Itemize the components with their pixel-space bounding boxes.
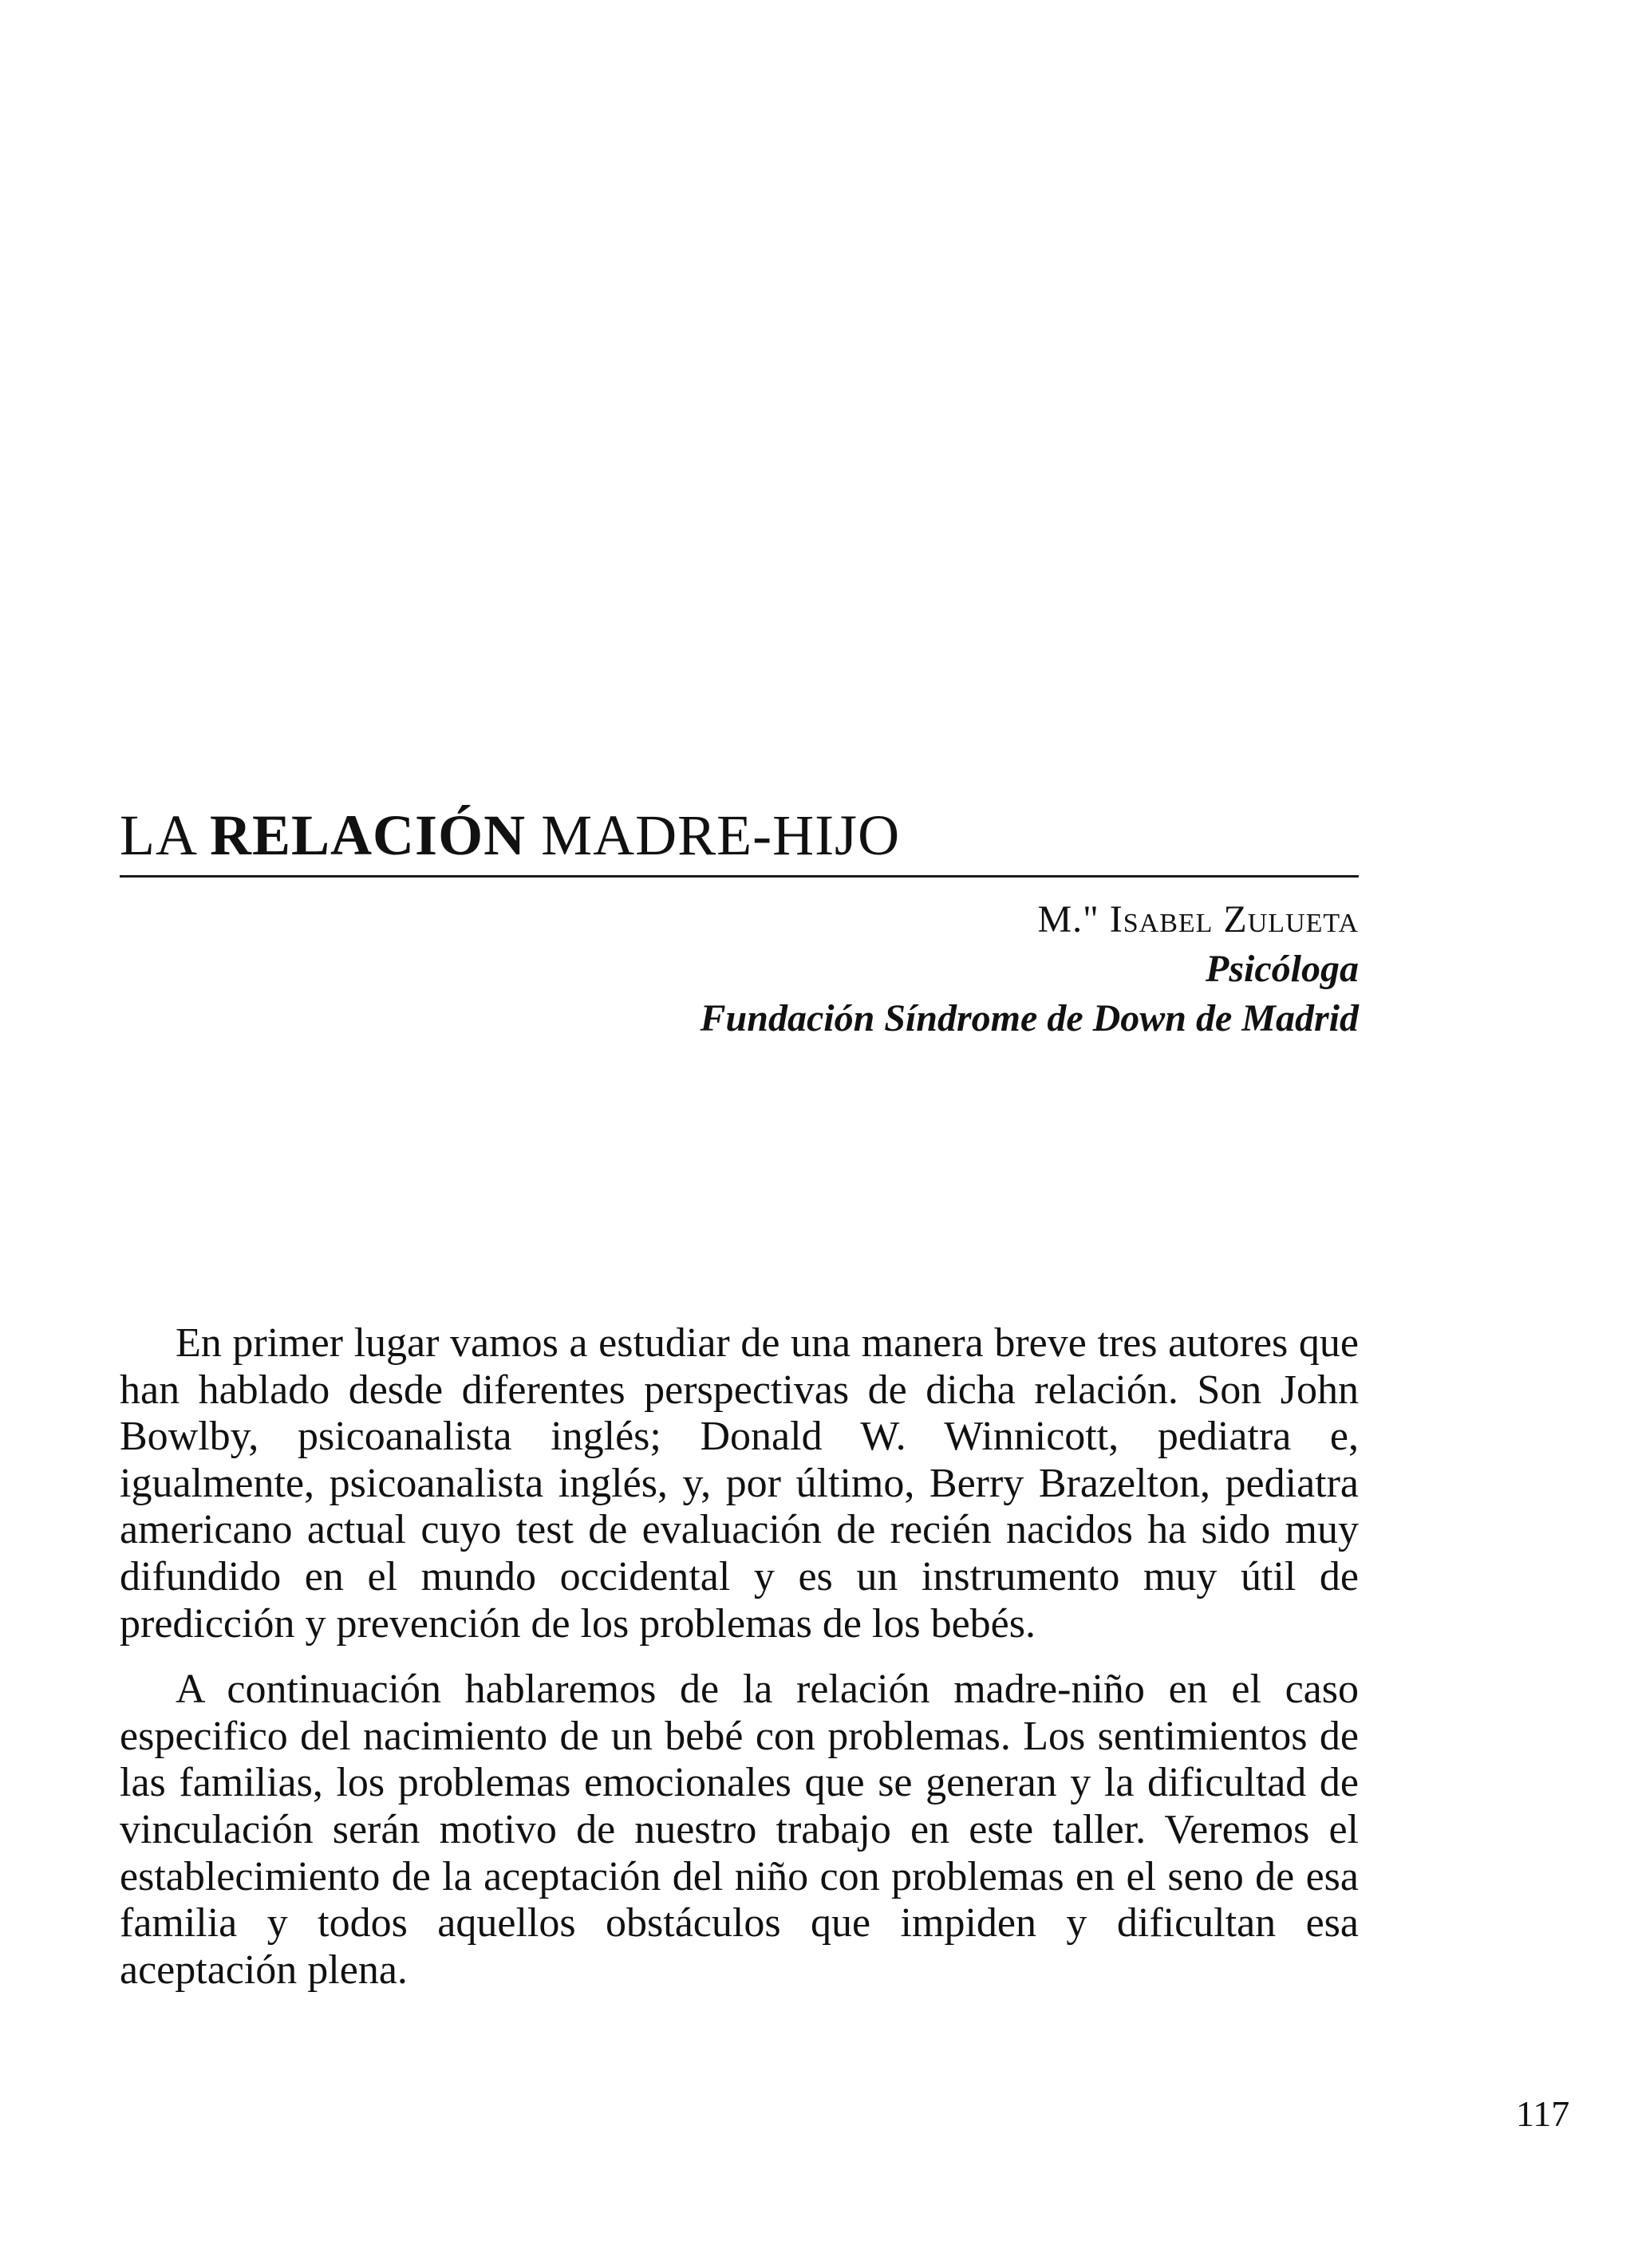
article-body [120,1320,1359,2013]
title-suffix: MADRE-HIJO [526,803,901,867]
paragraph: A continuación hablaremos de la relación madre-niño en el caso especifico del nacimiento de un bebé con problemas. Los sentimientos de las familias, los problemas emocionales que se generan y la dificultad de vinculación serán motivo de nuestro trabajo en este taller. Veremos el establecimiento de la aceptación del niño con problemas en el seno de esa familia y todos aquellos obstáculos que impiden y dificultan esa aceptación plena. [120,1666,1359,1993]
title-underline-rule [120,875,1359,878]
author-name: M." Isabel Zulueta [1037,898,1359,941]
page-number: 117 [1516,2093,1570,2134]
title-bold-word: RELACIÓN [210,803,527,867]
article-title [120,799,900,871]
author-role: Psicóloga [1206,948,1359,990]
title-prefix: LA [120,803,211,867]
paragraph: En primer lugar vamos a estudiar de una manera breve tres autores que han hablado desde diferentes perspectivas de dicha relación. Son John Bowlby, psicoanalista inglés; Donald W. Winnicott, pediatra e, igualmente, psicoanalista inglés, y, por último, Berry Brazelton, pediatra americano actual cuyo test de evaluación de recién nacidos ha sido muy difundido en el mundo occidental y es un instrumento muy útil de predicción y prevención de los problemas de los bebés. [120,1320,1359,1647]
author-institution: Fundación Síndrome de Down de Madrid [700,997,1359,1039]
byline [701,895,1359,1043]
